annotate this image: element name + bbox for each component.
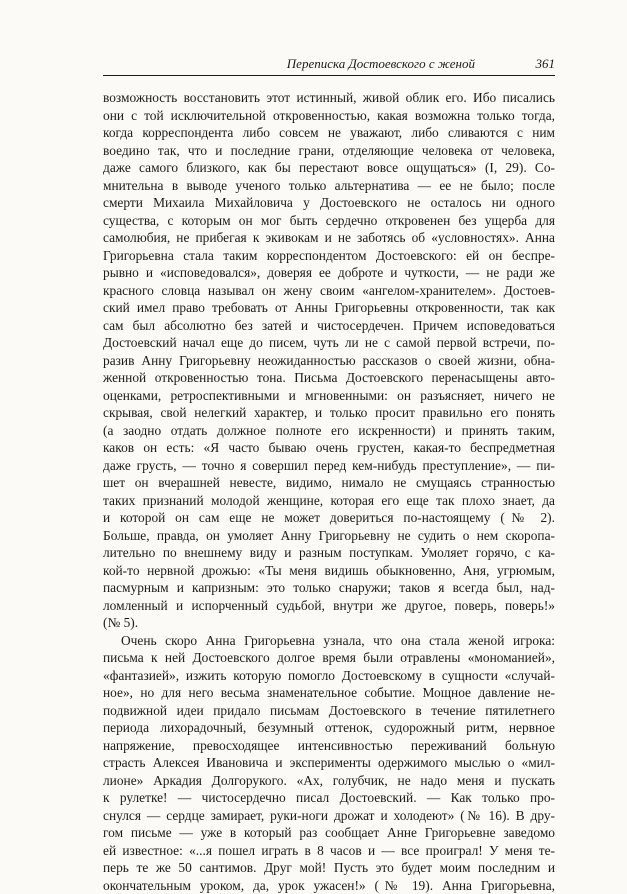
text-line: ное», но для него весьма знаменательное событие. Мощное давление не- <box>103 684 555 702</box>
text-line: окончательным уроком, да, урок ужасен!» (№ 19). Анна Григорьевна, <box>103 877 555 894</box>
text-line: и которой он сам еще не может довериться по-настоящему (№ 2). <box>103 509 555 527</box>
text-line: периода лихорадочный, безумный оттенок, судорожный ритм, нервное <box>103 719 555 737</box>
text-line: Больше, правда, он умоляет Анну Григорьевну не судить о нем скоропа- <box>103 527 555 545</box>
text-line: подвижной идеи придало письмам Достоевского в течение пятилетнего <box>103 702 555 720</box>
text-line: смерти Михаила Михайловича у Достоевского не осталось ни одного <box>103 194 555 212</box>
text-line: таких признаний молодой женщине, которая его еще так плохо знает, да <box>103 492 555 510</box>
text-line: к рулетке! — чистосердечно писал Достоевский. — Как только про- <box>103 789 555 807</box>
text-line: гом письме — уже в который раз сообщает Анне Григорьевне заведомо <box>103 824 555 842</box>
text-line: рывно и «исповедовался», доверяя ее доброте и чуткости, — не ради же <box>103 264 555 282</box>
text-line: лионе» Аркадия Долгорукого. «Ах, голубчик, не надо меня и пускать <box>103 772 555 790</box>
running-header <box>103 55 555 76</box>
text-line: разив Анну Григорьевну неожиданностью рассказов о своей жизни, обна- <box>103 352 555 370</box>
text-line: ломленный и испорченный судьбой, внутри же другое, поверь, поверь!» <box>103 597 555 615</box>
text-line: страсть Алексея Ивановича и эксперименты одержимого мыслью о «мил- <box>103 754 555 772</box>
text-line: существа, с которым он мог быть сердечно откровенен без ущерба для <box>103 212 555 230</box>
text-line: шет он вчерашней невесте, видимо, нимало не смущаясь странностью <box>103 474 555 492</box>
text-line: скрывая, свой нелегкий характер, и только просит правильно его понять <box>103 404 555 422</box>
text-line: лительно по внешнему виду и разным поступкам. Умоляет горячо, с ка- <box>103 544 555 562</box>
text-line: красного словца называл он жену своим «ангелом-хранителем». Достоев- <box>103 282 555 300</box>
text-line: возможность восстановить этот истинный, живой облик его. Ибо писались <box>103 89 555 107</box>
text-line: Григорьевна стала таким корреспондентом Достоевского: ей он беспре- <box>103 247 555 265</box>
text-line: воедино так, что и последние грани, отделяющие человека от человека, <box>103 142 555 160</box>
text-line: Очень скоро Анна Григорьевна узнала, что она стала женой игрока: <box>103 632 555 650</box>
text-line: (а заодно отдать должное полноте его искренности) и принять таким, <box>103 422 555 440</box>
text-line: самолюбия, не прибегая к экивокам и не заботясь об «условностях». Анна <box>103 229 555 247</box>
text-line: даже грусть, — точно я совершил перед кем-нибудь преступление», — пи- <box>103 457 555 475</box>
text-line: ский имел право требовать от Анны Григорьевны откровенности, так как <box>103 299 555 317</box>
text-line: кой-то нервной дрожью: «Ты меня видишь обыкновенно, Аня, угрюмым, <box>103 562 555 580</box>
text-line: когда корреспондента либо совсем не уважают, либо сливаются с ним <box>103 124 555 142</box>
text-line: они с той исключительной откровенностью, какая возможна только тогда, <box>103 107 555 125</box>
text-line: (№ 5). <box>103 614 555 632</box>
running-title: Переписка Достоевского с женой <box>287 56 475 72</box>
text-line: каков он есть: «Я часто бываю очень грустен, какая-то беспредметная <box>103 439 555 457</box>
text-line: ей известное: «...я пошел играть в 8 часов и — все проиграл! У меня те- <box>103 842 555 860</box>
page-number: 361 <box>536 56 556 72</box>
text-line: письма к ней Достоевского долгое время были отравлены «мономанией», <box>103 649 555 667</box>
text-line: пасмурным и капризным: это только снаружи; таков я всегда был, над- <box>103 579 555 597</box>
text-line: даже самого близкого, как бы перестают вовсе ощущаться» (I, 29). Со- <box>103 159 555 177</box>
text-line: мнительна в выводе ученого только альтернатива — ее не было; после <box>103 177 555 195</box>
text-line: Достоевский начал еще до писем, чуть ли не с самой первой встречи, по- <box>103 334 555 352</box>
text-line: сам был абсолютно без затей и чистосердечен. Причем исповедоваться <box>103 317 555 335</box>
text-line: снулся — сердце замирает, руки-ноги дрожат и холодеют» (№ 16). В дру- <box>103 807 555 825</box>
text-line: перь те же 50 сантимов. Друг мой! Пусть это будет моим последним и <box>103 859 555 877</box>
text-line: напряжение, превосходящее интенсивностью переживаний больную <box>103 737 555 755</box>
text-line: «фантазией», изжить которую помогло Достоевскому в сущности «случай- <box>103 667 555 685</box>
text-line: оценками, ретроспективными и мгновенными: он разъясняет, ничего не <box>103 387 555 405</box>
text-line: женной откровенностью тона. Письма Достоевского перенасыщены авто- <box>103 369 555 387</box>
body-text <box>103 89 555 894</box>
